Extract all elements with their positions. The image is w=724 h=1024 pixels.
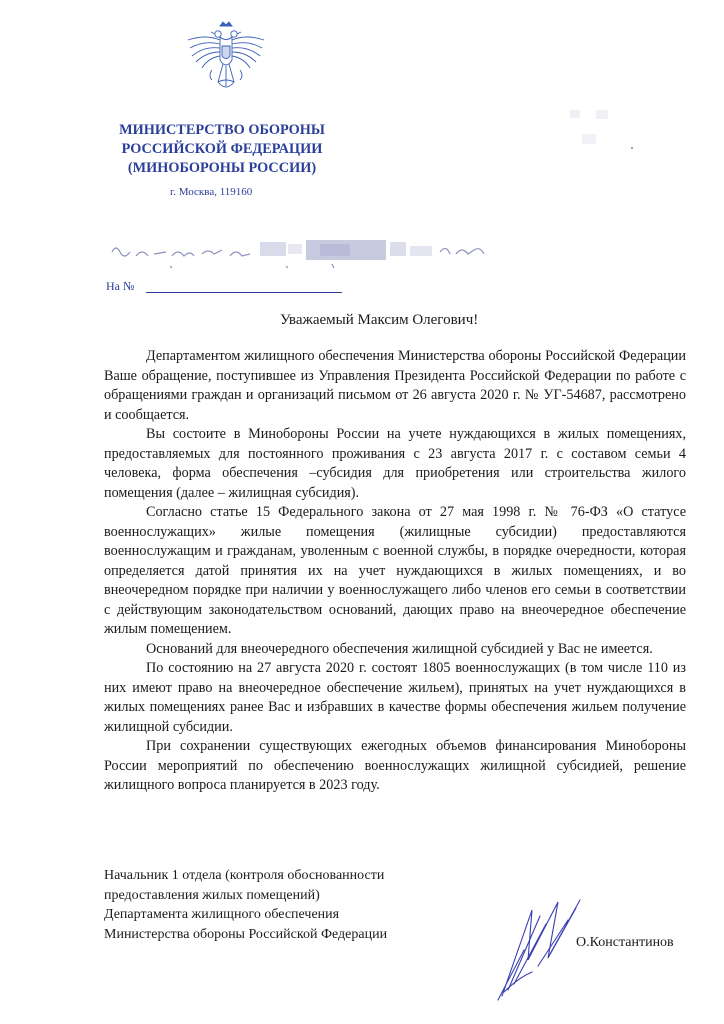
signer-name: О.Константинов xyxy=(576,935,674,950)
signer-title-line-4: Министерства обороны Российской Федерации xyxy=(104,926,388,942)
paragraph: Согласно статье 15 Федерального закона от 27 мая 1998 г. № 76-ФЗ «О статусе военнослужащих» жилые помещения (жилищные субсидии) предоставляются военнослужащим и гражданам, уволенным с военной службы, в порядке очередности, которая определяется датой принятия их на учет нуждающихся в жилых помещениях, и во внеочередном порядке при наличии у военнослужащего либо членов его семьи в соответствии с действующим законодательством оснований, дающих право на внеочередное обеспечение жилым помещением. xyxy=(104,504,686,637)
reply-number-label: На № xyxy=(106,279,135,293)
paragraph: Вы состоите в Минобороны России на учете нуждающихся в жилых помещениях, предоставляемых для постоянного проживания с 23 августа 2017 г. с составом семьи 4 человека, форма обеспечения –субсидия для приобретения или строительства жилого помещения (далее – жилищная субсидия). xyxy=(104,426,686,501)
letter-body xyxy=(104,347,686,796)
signer-title-line-2: предоставления жилых помещений) xyxy=(104,887,320,903)
org-line-1: МИНИСТЕРСТВО ОБОРОНЫ xyxy=(119,122,325,138)
paragraph: При сохранении существующих ежегодных объемов финансирования Минобороны России мероприятий по обеспечению военнослужащих жилищной субсидией, решение жилищного вопроса планируется в 2023 году. xyxy=(104,738,686,793)
org-line-3: (МИНОБОРОНЫ РОССИИ) xyxy=(127,160,317,176)
city-address: г. Москва, 119160 xyxy=(170,186,253,198)
signer-title-line-1: Начальник 1 отдела (контроля обоснованности xyxy=(104,868,385,883)
paragraph: Департаментом жилищного обеспечения Министерства обороны Российской Федерации Ваше обращение, поступившее из Управления Президента Российской Федерации по работе с обращениями граждан и организаций письмом от 26 августа 2020 г. № УГ-54687, рассмотрено и сообщается. xyxy=(104,348,686,423)
ministry-name xyxy=(100,121,344,178)
org-line-2: РОССИЙСКОЙ ФЕДЕРАЦИИ xyxy=(121,141,323,157)
ministry-emblem-icon xyxy=(182,20,270,94)
paragraph: Оснований для внеочередного обеспечения жилищной субсидией у Вас не имеется. xyxy=(146,640,653,657)
paragraph: По состоянию на 27 августа 2020 г. состоят 1805 военнослужащих (в том числе 110 из них имеют право на внеочередное обеспечение жильем), принятых на учет нуждающихся в жилых помещениях ранее Вас и избравших в качестве формы обеспечения жильем получение жилищной субсидии. xyxy=(104,660,686,735)
scan-specks xyxy=(560,100,640,160)
handwritten-signature xyxy=(488,880,588,1004)
signer-title-line-3: Департамента жилищного обеспечения xyxy=(104,907,340,922)
letter-greeting: Уважаемый Максим Олегович! xyxy=(280,312,479,328)
redacted-reference xyxy=(110,238,490,272)
signer-title xyxy=(104,866,387,944)
reply-number-line xyxy=(146,292,342,293)
